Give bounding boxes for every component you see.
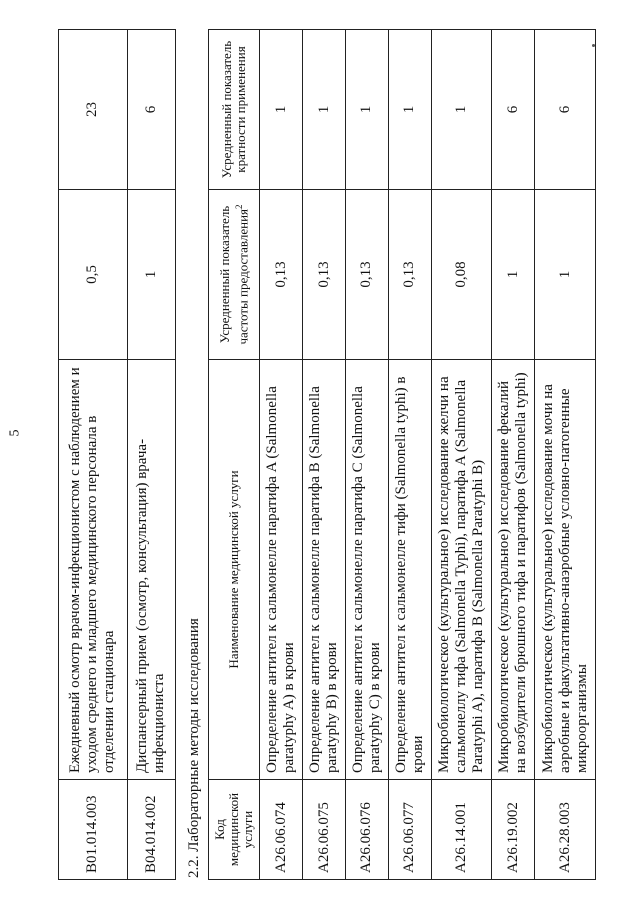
- header-code: Код медицинской услуги: [209, 780, 260, 880]
- service-name: Микробиологическое (культуральное) исследование желчи на сальмонеллу тифа (Salmonella Typhi), паратифа A (Salmonella Paratyphi A), паратифа B (Salmonella Paratyphi B): [431, 360, 492, 780]
- multiplicity-value: 6: [492, 30, 535, 190]
- service-code: A26.06.075: [303, 780, 346, 880]
- header-name: Наименование медицинской услуги: [209, 360, 260, 780]
- service-code: A26.19.002: [492, 780, 535, 880]
- table-row: [260, 30, 303, 880]
- services-table-top: [58, 29, 176, 880]
- table-row: [535, 30, 596, 880]
- header-multiplicity: Усредненный показатель кратности применения: [209, 30, 260, 190]
- header-frequency-text: Усредненный показатель частоты предоставления: [216, 205, 251, 345]
- multiplicity-value: 1: [431, 30, 492, 190]
- multiplicity-value: 23: [59, 30, 128, 190]
- table-header-row: [209, 30, 260, 880]
- page-number: 5: [7, 429, 23, 437]
- lab-methods-table: [208, 29, 596, 880]
- table-row: [492, 30, 535, 880]
- table-row: [59, 30, 128, 880]
- service-code: A26.06.074: [260, 780, 303, 880]
- service-code: B04.014.002: [127, 780, 175, 880]
- service-code: A26.28.003: [535, 780, 596, 880]
- frequency-value: 0,5: [59, 190, 128, 360]
- service-code: A26.14.001: [431, 780, 492, 880]
- frequency-value: 0,08: [431, 190, 492, 360]
- multiplicity-value: 1: [303, 30, 346, 190]
- table-row: [303, 30, 346, 880]
- table-row: [388, 30, 431, 880]
- service-code: A26.06.077: [388, 780, 431, 880]
- footnote-marker: 2: [233, 204, 244, 209]
- multiplicity-value: 1: [260, 30, 303, 190]
- service-name: Микробиологическое (культуральное) исследование мочи на аэробные и факультативно-анаэробные условно-патогенные микроорганизмы: [535, 360, 596, 780]
- multiplicity-value: 6: [127, 30, 175, 190]
- service-name: Определение антител к сальмонелле паратифа C (Salmonella paratyphy C) в крови: [346, 360, 389, 780]
- multiplicity-value: 1: [346, 30, 389, 190]
- service-name: Определение антител к сальмонелле паратифа B (Salmonella paratyphy B) в крови: [303, 360, 346, 780]
- frequency-value: 0,13: [388, 190, 431, 360]
- service-code: A26.06.076: [346, 780, 389, 880]
- table-row: [431, 30, 492, 880]
- header-frequency: [209, 190, 260, 360]
- service-code: B01.014.003: [59, 780, 128, 880]
- service-name: Диспансерный прием (осмотр, консультация) врача-инфекциониста: [127, 360, 175, 780]
- table-row: [127, 30, 175, 880]
- frequency-value: 1: [535, 190, 596, 360]
- frequency-value: 1: [492, 190, 535, 360]
- table-row: [346, 30, 389, 880]
- service-name: Микробиологическое (культуральное) исследование фекалий на возбудители брюшного тифа и паратифов (Salmonella typhi): [492, 360, 535, 780]
- frequency-value: 0,13: [260, 190, 303, 360]
- frequency-value: 0,13: [303, 190, 346, 360]
- multiplicity-value: 6: [535, 30, 596, 190]
- section-title: 2.2. Лабораторные методы исследования: [186, 618, 202, 878]
- rotated-page-content: [58, 30, 598, 880]
- multiplicity-value: 1: [388, 30, 431, 190]
- service-name: Определение антител к сальмонелле тифи (Salmonella typhi) в крови: [388, 360, 431, 780]
- service-name: Определение антител к сальмонелле паратифа A (Salmonella paratyphy A) в крови: [260, 360, 303, 780]
- frequency-value: 1: [127, 190, 175, 360]
- frequency-value: 0,13: [346, 190, 389, 360]
- service-name: Ежедневный осмотр врачом-инфекционистом с наблюдением и уходом среднего и младшего медицинского персонала в отделении стационара: [59, 360, 128, 780]
